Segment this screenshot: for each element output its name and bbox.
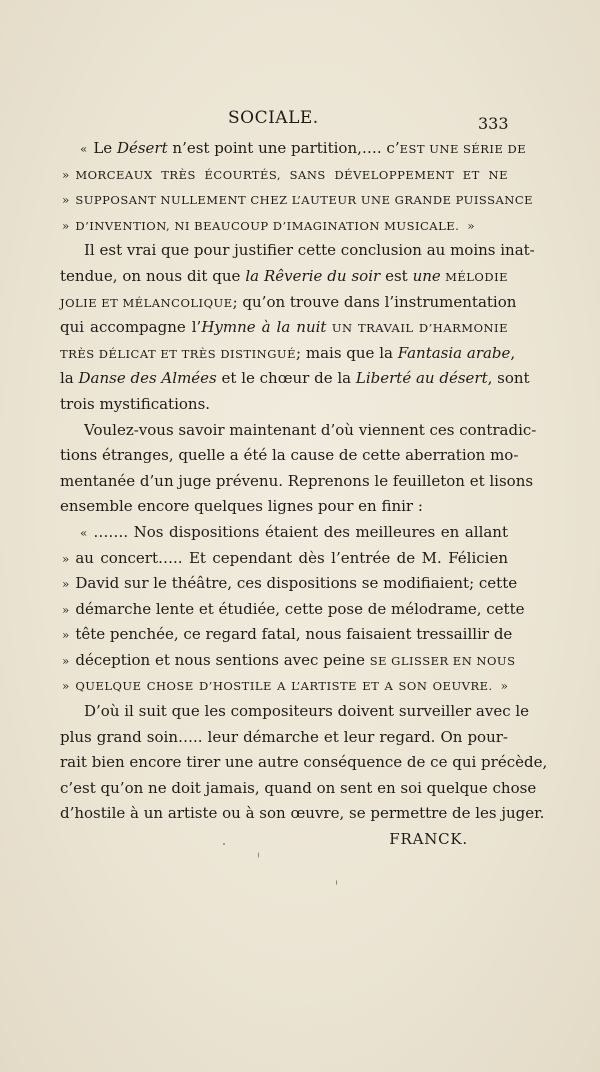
running-head xyxy=(0,108,600,132)
text-line xyxy=(60,392,508,418)
text-line xyxy=(60,366,530,392)
quote-mark-close: » xyxy=(467,218,475,233)
text-line xyxy=(60,699,530,725)
text-line xyxy=(60,648,516,674)
text-line xyxy=(60,213,508,239)
text-run: Il est vrai que pour justifier cette conclusion au moins inat- xyxy=(84,241,535,260)
text-run: démarche lente et étudiée, cette pose de mélodrame, cette xyxy=(75,599,525,618)
text-run: c’est qu’on ne doit jamais, quand on sent en soi quelque chose xyxy=(60,778,537,797)
text-run: d’hostile à un artiste ou à son œuvre, se permettre de les juger. xyxy=(60,804,545,823)
text-line xyxy=(60,341,516,367)
quote-mark: « xyxy=(80,142,88,156)
text-line xyxy=(60,622,513,648)
italic-word: une xyxy=(412,266,441,285)
text-run: tête penchée, ce regard fatal, nous faisaient tressaillir de xyxy=(75,625,513,644)
small-caps-run: QUELQUE CHOSE D’HOSTILE A L’ARTISTE ET A SON OEUVRE. xyxy=(75,679,493,694)
text-line xyxy=(60,136,527,162)
small-caps-run: UN TRAVAIL D’HARMONIE xyxy=(326,321,508,336)
quote-mark: » xyxy=(62,679,70,694)
text-run: est xyxy=(380,266,413,285)
quote-mark: » xyxy=(62,551,70,566)
quote-mark: » xyxy=(62,628,70,643)
text-run: ……. Nos dispositions étaient des meilleures en allant xyxy=(93,522,508,541)
text-run: mentanée d’un juge prévenu. Reprenons le feuilleton et lisons xyxy=(60,471,534,490)
text-run: ; qu’on trouve dans l’instrumentation xyxy=(232,292,517,311)
signature-line xyxy=(60,827,508,853)
page-number: 333 xyxy=(478,114,509,133)
text-run: Voulez-vous savoir maintenant d’où viennent ces contradic- xyxy=(84,420,537,439)
small-caps-run: D’INVENTION, NI BEAUCOUP D’IMAGINATION MUSICALE. xyxy=(75,218,460,233)
text-run: trois mystifications. xyxy=(60,394,211,413)
text-run: n’est point une partition,…. c’ xyxy=(167,139,400,157)
text-run: D’où il suit que les compositeurs doivent surveiller avec le xyxy=(84,702,530,721)
text-run: ensemble encore quelques lignes pour en finir : xyxy=(60,497,423,516)
small-caps-run: JOLIE ET MÉLANCOLIQUE xyxy=(60,295,233,310)
italic-title: Désert xyxy=(116,139,168,157)
author-signature: FRANCK. xyxy=(389,830,468,849)
text-line xyxy=(60,725,508,751)
quote-mark: » xyxy=(62,167,70,182)
text-run: rait bien encore tirer une autre conséquence de ce qui précède, xyxy=(60,753,548,772)
text-run: déception et nous sentions avec peine xyxy=(75,650,370,669)
small-caps-run: MÉLODIE xyxy=(440,269,509,284)
text-line xyxy=(60,443,519,469)
quote-mark: » xyxy=(62,218,70,233)
text-line xyxy=(60,187,534,213)
text-line xyxy=(60,750,548,776)
quote-mark: » xyxy=(62,653,70,668)
text-line xyxy=(60,546,508,572)
text-run: qui accompagne l’ xyxy=(60,318,202,337)
text-line xyxy=(60,494,508,520)
text-line xyxy=(60,801,545,827)
text-line xyxy=(60,776,537,802)
quote-mark: » xyxy=(62,602,70,617)
text-line xyxy=(60,162,508,188)
small-caps-run: SE GLISSER EN NOUS xyxy=(369,653,516,668)
text-run: tendue, on nous dit que xyxy=(60,266,246,285)
text-run: , sont xyxy=(487,369,530,388)
text-line xyxy=(60,418,537,444)
text-run: la xyxy=(60,369,79,388)
text-run: plus grand soin….. leur démarche et leur regard. On pour- xyxy=(60,727,508,746)
text-line xyxy=(60,571,518,597)
quote-mark: » xyxy=(62,193,70,208)
quote-mark: « xyxy=(80,525,88,540)
text-run: tions étranges, quelle a été la cause de cette aberration mo- xyxy=(60,446,519,465)
italic-title: Danse des Almées xyxy=(78,369,217,388)
text-run: au concert….. Et cependant dès l’entrée de M. Félicien xyxy=(75,548,508,567)
paper-speck xyxy=(258,852,259,858)
text-line xyxy=(60,469,534,495)
text-run: Le xyxy=(93,139,117,157)
text-run: et le chœur de la xyxy=(216,369,356,388)
quote-mark-close: » xyxy=(500,679,508,694)
text-line xyxy=(60,673,508,699)
text-run: David sur le théâtre, ces dispositions se modifiaient; cette xyxy=(75,574,518,593)
italic-title: la Rêverie du soir xyxy=(245,266,381,285)
text-run: ; mais que la xyxy=(296,343,398,362)
text-line xyxy=(60,520,508,546)
text-line xyxy=(60,264,508,290)
text-line xyxy=(60,315,508,341)
running-head-title: SOCIALE. xyxy=(228,108,319,128)
text-run: , xyxy=(510,343,516,362)
text-line xyxy=(60,597,525,623)
small-caps-run: TRÈS DÉLICAT ET TRÈS DISTINGUÉ xyxy=(60,346,297,361)
italic-title: Hymne à la nuit xyxy=(201,318,327,337)
paper-speck xyxy=(223,843,225,845)
small-caps-run: MORCEAUX TRÈS ÉCOURTÉS, SANS DÉVELOPPEMENT ET NE xyxy=(75,167,508,182)
italic-title: Liberté au désert xyxy=(355,369,488,388)
small-caps-run: EST UNE SÉRIE DE xyxy=(399,142,527,156)
small-caps-run: SUPPOSANT NULLEMENT CHEZ L’AUTEUR UNE GRANDE PUISSANCE xyxy=(75,193,534,208)
quote-mark: » xyxy=(62,577,70,592)
body-text xyxy=(60,136,548,853)
paper-speck xyxy=(336,880,337,885)
italic-title: Fantasia arabe xyxy=(397,343,511,362)
text-line xyxy=(60,290,517,316)
text-line xyxy=(60,238,535,264)
